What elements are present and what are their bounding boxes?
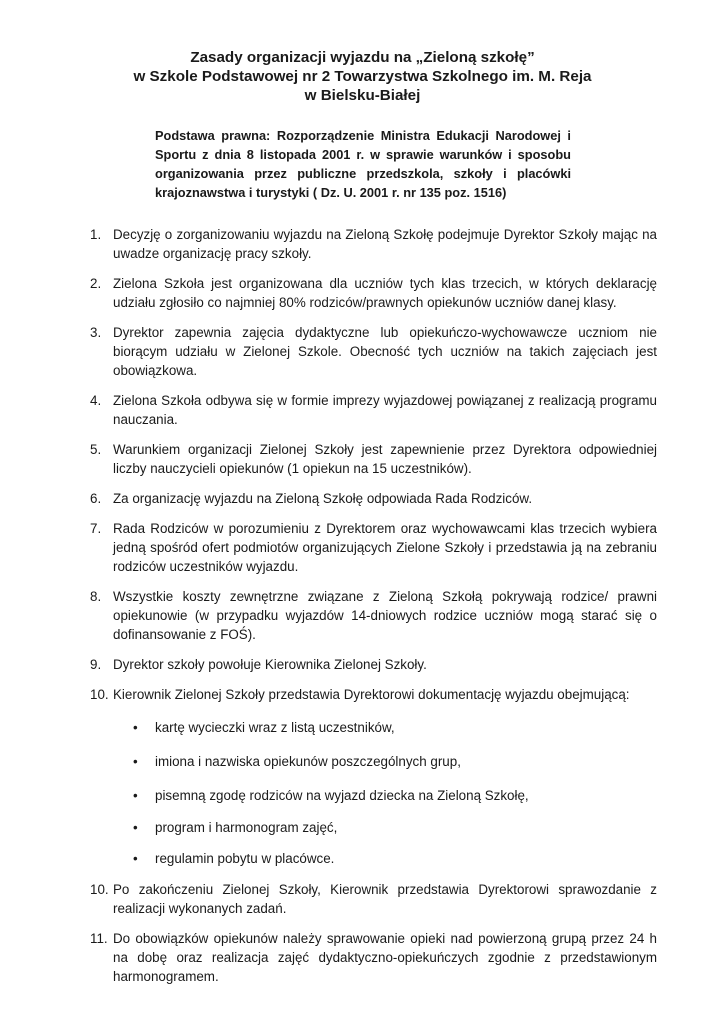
title-line-1: Zasady organizacji wyjazdu na „Zieloną szkołę” bbox=[190, 49, 535, 66]
item-number: 5. bbox=[90, 442, 102, 457]
item-text: Za organizację wyjazdu na Zieloną Szkołę odpowiada Rada Rodziców. bbox=[113, 491, 533, 506]
list-item bbox=[90, 587, 657, 644]
bullet-text: imiona i nazwiska opiekunów poszczególnych grup, bbox=[155, 754, 461, 769]
item-number: 1. bbox=[90, 227, 102, 242]
bullet-dot: • bbox=[133, 851, 138, 866]
list-item bbox=[90, 655, 657, 674]
title-line-2: w Szkole Podstawowej nr 2 Towarzystwa Szkolnego im. M. Reja bbox=[133, 68, 592, 85]
bullet-text: program i harmonogram zajęć, bbox=[155, 820, 338, 835]
title-line-3: w Bielsku-Białej bbox=[304, 87, 421, 104]
bullet-dot: • bbox=[133, 820, 138, 835]
item-number: 3. bbox=[90, 325, 102, 340]
list-item bbox=[90, 880, 657, 918]
item-number: 6. bbox=[90, 491, 102, 506]
item-number: 7. bbox=[90, 521, 102, 536]
item-number: 11. bbox=[90, 931, 108, 946]
bullet-dot: • bbox=[133, 720, 138, 735]
document-title bbox=[60, 48, 665, 105]
list-item bbox=[90, 274, 657, 312]
item-text: Do obowiązków opiekunów należy sprawowanie opieki nad powierzoną grupą przez 24 h na dobę oraz realizacja zajęć dydaktyczno-opiekuńczych zgodnie z przedstawionym harmonogramem. bbox=[113, 931, 657, 984]
list-item bbox=[90, 929, 657, 986]
item-text: Warunkiem organizacji Zielonej Szkoły jest zapewnienie przez Dyrektora odpowiedniej liczby nauczycieli opiekunów (1 opiekun na 15 uczestników). bbox=[113, 442, 657, 476]
bullet-dot: • bbox=[133, 754, 138, 769]
item-text: Zielona Szkoła jest organizowana dla uczniów tych klas trzecich, w których deklarację udziału zgłosiło co najmniej 80% rodziców/prawnych opiekunów uczniów danej klasy. bbox=[113, 276, 657, 310]
item-text: Wszystkie koszty zewnętrzne związane z Zieloną Szkołą pokrywają rodzice/ prawni opiekunowie (w przypadku wyjazdów 14-dniowych rodzice uczniów mogą starać się o dofinansowanie z FOŚ). bbox=[113, 589, 657, 642]
list-item bbox=[90, 323, 657, 380]
item-number: 8. bbox=[90, 589, 102, 604]
list-item bbox=[90, 391, 657, 429]
legal-basis: Podstawa prawna: Rozporządzenie Ministra Edukacji Narodowej i Sportu z dnia 8 listopada 2001 r. w sprawie warunków i sposobu organizowania przez publiczne przedszkola, szkoły i placówki krajoznawstwa i turystyki ( Dz. U. 2001 r. nr 135 poz. 1516) bbox=[155, 128, 571, 200]
item-number: 10. bbox=[90, 882, 109, 897]
bullet-item bbox=[133, 786, 653, 805]
list-item bbox=[90, 519, 657, 576]
item-number: 2. bbox=[90, 276, 102, 291]
bullet-item bbox=[133, 718, 653, 737]
item-text: Po zakończeniu Zielonej Szkoły, Kierownik przedstawia Dyrektorowi sprawozdanie z realizacji wykonanych zadań. bbox=[113, 882, 657, 916]
bullet-text: regulamin pobytu w placówce. bbox=[155, 851, 335, 866]
bullet-item bbox=[133, 752, 653, 771]
bullet-text: pisemną zgodę rodziców na wyjazd dziecka na Zieloną Szkołę, bbox=[155, 788, 529, 803]
item-number: 9. bbox=[90, 657, 102, 672]
bullet-item bbox=[133, 849, 653, 868]
item-text: Dyrektor zapewnia zajęcia dydaktyczne lub opiekuńczo-wychowawcze uczniom nie biorącym udziału w Zielonej Szkole. Obecność tych uczniów na takich zajęciach jest obowiązkowa. bbox=[113, 325, 657, 378]
list-item bbox=[90, 685, 657, 704]
item-text: Kierownik Zielonej Szkoły przedstawia Dyrektorowi dokumentację wyjazdu obejmującą: bbox=[113, 687, 630, 702]
item-text: Decyzję o zorganizowaniu wyjazdu na Zieloną Szkołę podejmuje Dyrektor Szkoły mając na uwadze organizację pracy szkoły. bbox=[113, 227, 657, 261]
bullet-text: kartę wycieczki wraz z listą uczestników, bbox=[155, 720, 395, 735]
item-number: 10. bbox=[90, 687, 109, 702]
item-text: Dyrektor szkoły powołuje Kierownika Zielonej Szkoły. bbox=[113, 657, 427, 672]
list-item bbox=[90, 225, 657, 263]
item-text: Zielona Szkoła odbywa się w formie imprezy wyjazdowej powiązanej z realizacją programu nauczania. bbox=[113, 393, 657, 427]
bullet-dot: • bbox=[133, 788, 138, 803]
bullet-item bbox=[133, 818, 653, 837]
list-item bbox=[90, 489, 657, 508]
list-item bbox=[90, 440, 657, 478]
item-text: Rada Rodziców w porozumieniu z Dyrektorem oraz wychowawcami klas trzecich wybiera jedną spośród ofert podmiotów organizujących Zielone Szkoły i przedstawia ją na zebraniu rodziców uczestników wyjazdu. bbox=[113, 521, 657, 574]
item-number: 4. bbox=[90, 393, 102, 408]
